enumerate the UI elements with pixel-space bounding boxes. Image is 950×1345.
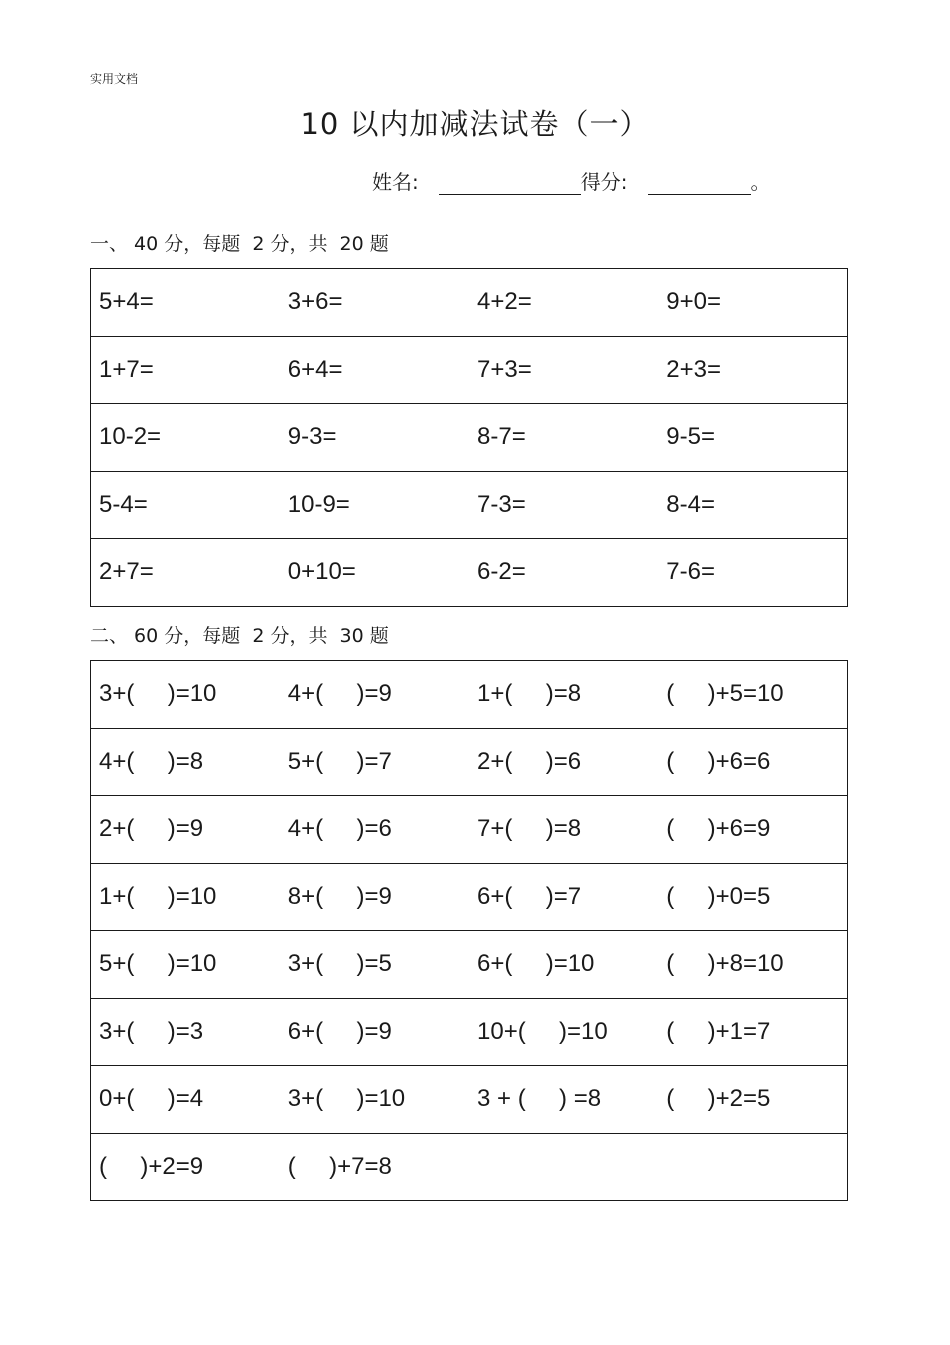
- problem-cell: 10-2=: [99, 423, 162, 451]
- problem-cell: ( )+6=6: [666, 747, 771, 775]
- problem-cell: 5+( )=7: [287, 747, 392, 775]
- problem-cell: 10-9=: [287, 490, 350, 518]
- problem-cell: 0+10=: [287, 558, 356, 586]
- problem-cell: 0+( )=4: [99, 1085, 204, 1113]
- table-row: [91, 404, 848, 472]
- problem-cell: 9-3=: [287, 423, 337, 451]
- problem-cell: 4+( )=6: [287, 815, 392, 843]
- problem-cell: ( )+5=10: [666, 680, 784, 708]
- table-row: [91, 728, 848, 796]
- table-row: [91, 539, 848, 607]
- problem-cell: 2+3=: [666, 355, 721, 383]
- problem-cell: 1+( )=8: [477, 680, 582, 708]
- problem-cell: 9-5=: [666, 423, 715, 451]
- table-row: [91, 661, 848, 729]
- table-row: [91, 471, 848, 539]
- problem-cell: ( )+2=9: [99, 1152, 204, 1180]
- score-label: 得分:: [580, 170, 628, 194]
- problem-cell: 4+( )=9: [287, 680, 392, 708]
- section1-problem-table: [90, 268, 848, 607]
- student-info: [372, 166, 771, 195]
- problem-cell: 5+4=: [99, 288, 154, 316]
- problem-cell: 3 + ( ) =8: [477, 1085, 602, 1113]
- problem-cell: 2+( )=9: [99, 815, 204, 843]
- problem-cell: 3+6=: [287, 288, 343, 316]
- problem-cell: 6+( )=7: [477, 882, 582, 910]
- problem-cell: 2+7=: [99, 558, 154, 586]
- section2-heading: 二、 60 分，每题 2 分，共 30 题: [90, 625, 389, 647]
- table-row: [91, 1066, 848, 1134]
- problem-cell: 8-7=: [477, 423, 526, 451]
- problem-cell: 10+( )=10: [477, 1017, 608, 1045]
- document-header-label: 实用文档: [90, 72, 139, 86]
- problem-cell: 3+( )=5: [287, 950, 392, 978]
- problem-cell: 8-4=: [666, 490, 715, 518]
- info-period: 。: [750, 170, 771, 194]
- problem-cell: 3+( )=10: [99, 680, 217, 708]
- table-row: [91, 1133, 848, 1201]
- problem-cell: 8+( )=9: [287, 882, 392, 910]
- problem-cell: 7+( )=8: [477, 815, 582, 843]
- name-blank[interactable]: [439, 172, 581, 195]
- problem-cell: 5-4=: [99, 490, 148, 518]
- problem-cell: 6+4=: [287, 355, 343, 383]
- problem-cell: 6-2=: [477, 558, 526, 586]
- problem-cell: ( )+7=8: [287, 1152, 392, 1180]
- problem-cell: ( )+2=5: [666, 1085, 771, 1113]
- problem-cell: [469, 1133, 658, 1201]
- table-row: [91, 863, 848, 931]
- problem-cell: 6+( )=10: [477, 950, 595, 978]
- problem-cell: 4+( )=8: [99, 747, 204, 775]
- problem-cell: ( )+6=9: [666, 815, 771, 843]
- problem-cell: 9+0=: [666, 288, 721, 316]
- table-row: [91, 796, 848, 864]
- problem-cell: 3+( )=10: [287, 1085, 406, 1113]
- problem-cell: 1+7=: [99, 355, 154, 383]
- score-blank[interactable]: [648, 172, 751, 195]
- table-row: [91, 931, 848, 999]
- table-row: [91, 336, 848, 404]
- table-row: [91, 998, 848, 1066]
- problem-cell: 7+3=: [477, 355, 532, 383]
- problem-cell: 5+( )=10: [99, 950, 217, 978]
- section2-problem-table: [90, 660, 848, 1201]
- problem-cell: [658, 1133, 847, 1201]
- problem-cell: ( )+1=7: [666, 1017, 771, 1045]
- problem-cell: 7-6=: [666, 558, 715, 586]
- section1-heading: 一、 40 分，每题 2 分，共 20 题: [90, 233, 389, 255]
- problem-cell: ( )+8=10: [666, 950, 784, 978]
- problem-cell: 2+( )=6: [477, 747, 582, 775]
- problem-cell: 7-3=: [477, 490, 526, 518]
- name-label: 姓名:: [372, 170, 419, 194]
- table-row: [91, 269, 848, 337]
- page-title: 10 以内加减法试卷（一）: [300, 107, 650, 141]
- problem-cell: 1+( )=10: [99, 882, 217, 910]
- problem-cell: 6+( )=9: [287, 1017, 392, 1045]
- problem-cell: 3+( )=3: [99, 1017, 204, 1045]
- problem-cell: 4+2=: [477, 288, 532, 316]
- problem-cell: ( )+0=5: [666, 882, 771, 910]
